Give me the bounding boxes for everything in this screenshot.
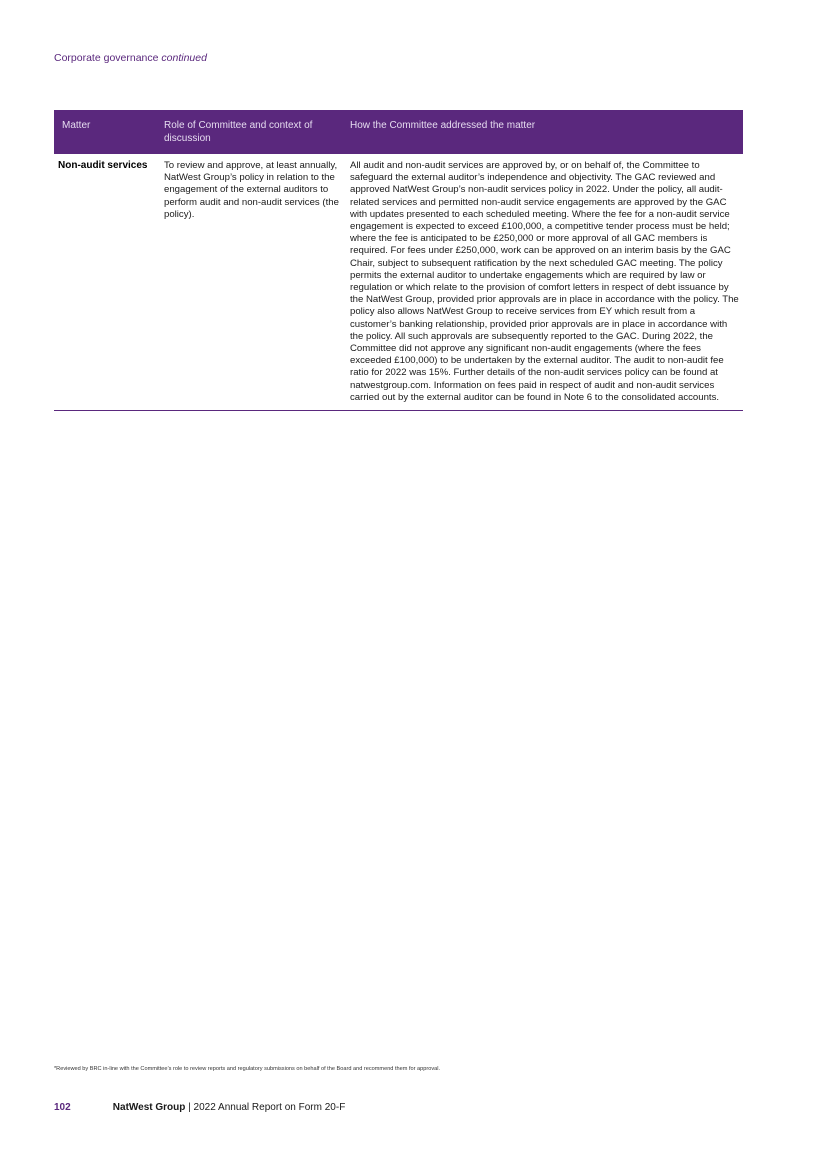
table-header-row	[54, 110, 743, 154]
page-footer	[54, 1102, 345, 1113]
running-header	[54, 52, 207, 64]
report-title: | 2022 Annual Report on Form 20-F	[188, 1102, 346, 1113]
section-title: Corporate governance	[54, 52, 159, 64]
continued-label: continued	[161, 52, 207, 64]
column-header-matter: Matter	[54, 110, 160, 154]
table-row	[54, 154, 743, 411]
column-header-how: How the Committee addressed the matter	[346, 110, 743, 154]
how-cell: All audit and non-audit services are approved by, or on behalf of, the Committee to safeguard the external auditor’s independence and objectivity. The GAC reviewed and approved NatWest Group’s non-audit services policy in 2022. Under the policy, all audit-related services and permitted non-audit service engagements are approved by the GAC with updates presented to each scheduled meeting. Where the fee for a non-audit service engagement is expected to exceed £100,000, a competitive tender process must be held; where the fee is anticipated to be £250,000 or more approval of all GAC members is required. For fees under £250,000, work can be approved on an interim basis by the GAC Chair, subject to subsequent ratification by the next scheduled GAC meeting. The policy permits the external auditor to undertake engagements which are required by law or regulation or which relate to the provision of comfort letters in respect of debt issuance by the NatWest Group, provided prior approvals are in place in accordance with the policy. The policy also allows NatWest Group to receive services from EY which result from a customer’s banking relationship, provided prior approvals are in place in accordance with the policy. All such approvals are subsequently reported to the GAC. During 2022, the Committee did not approve any significant non-audit engagements (where the fees exceeded £100,000) to be undertaken by the external auditor. The audit to non-audit fee ratio for 2022 was 15%. Further details of the non-audit services policy can be found at natwestgroup.com. Information on fees paid in respect of audit and non-audit services carried out by the external auditor can be found in Note 6 to the consolidated accounts.	[346, 154, 743, 411]
page-number: 102	[54, 1102, 71, 1113]
governance-table	[54, 110, 743, 411]
role-cell: To review and approve, at least annually, NatWest Group’s policy in relation to the engagement of the external auditors to perform audit and non-audit services (the policy).	[160, 154, 346, 411]
footnote: *Reviewed by BRC in-line with the Committee’s role to review reports and regulatory submissions on behalf of the Board and recommend them for approval.	[54, 1066, 441, 1072]
column-header-role: Role of Committee and context of discussion	[160, 110, 346, 154]
brand-name: NatWest Group	[112, 1102, 186, 1113]
matter-cell: Non-audit services	[54, 154, 160, 411]
